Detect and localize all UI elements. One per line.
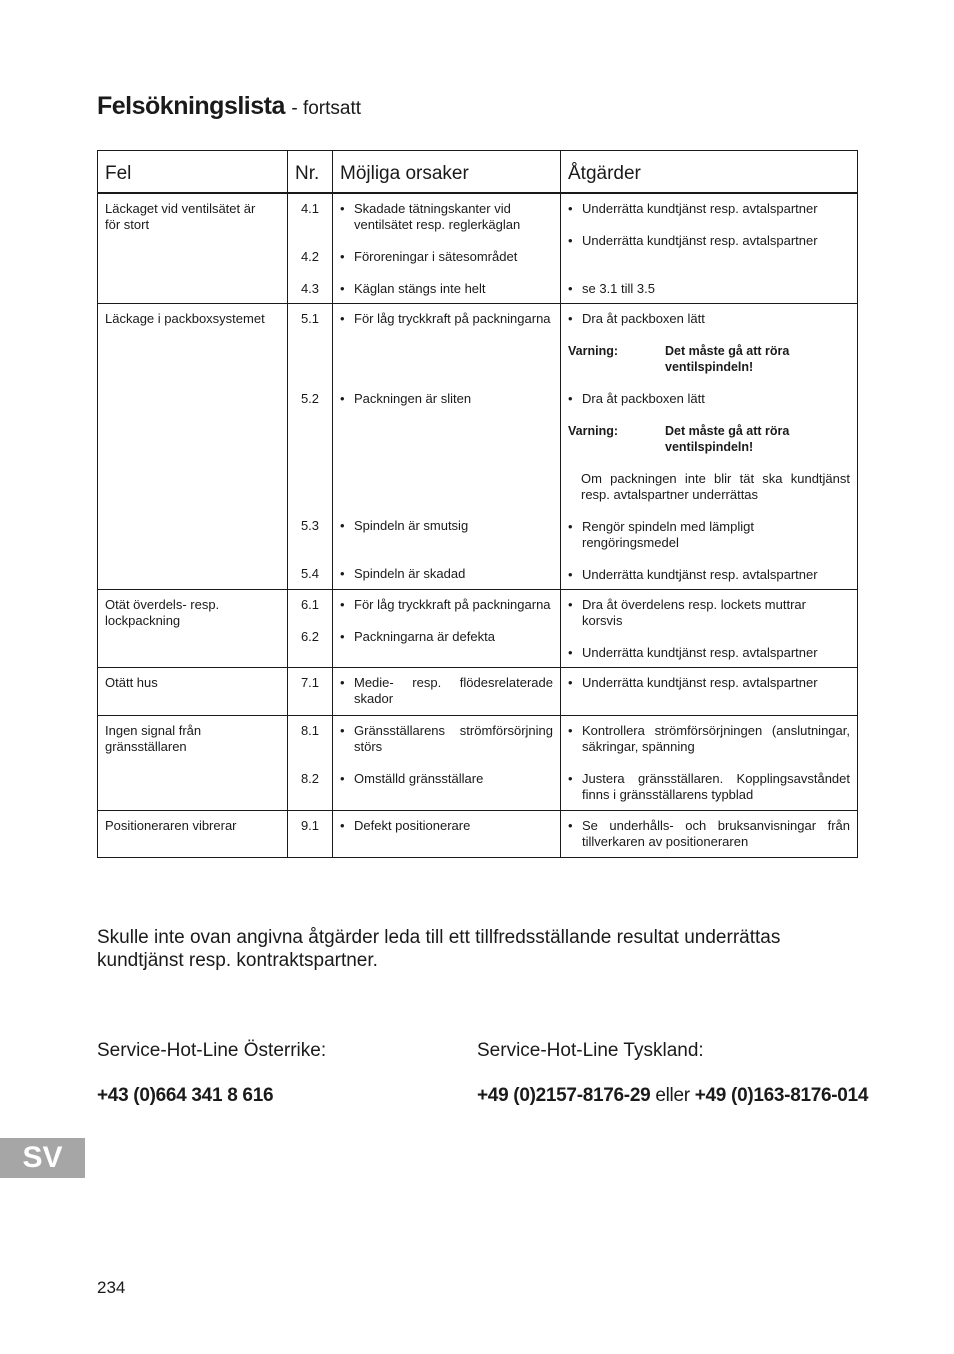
fel-text: Läckage i packboxsystemet [105,311,265,326]
orsaker-cell [333,590,561,668]
fel-text: Ingen signal från [105,723,202,738]
nr-value: 4.3 [300,281,320,296]
fel-text: gränsställaren [105,739,187,754]
service-or-text: eller [655,1085,690,1106]
fel-cell [98,811,288,858]
nr-value: 4.2 [300,249,320,264]
action-note: Om packningen inte blir tät ska kundtjänst resp. avtalspartner underrättas [581,471,850,502]
orsaker-cell [333,716,561,811]
atgarder-cell [561,304,858,590]
action-item: • Dra åt överdelens resp. lockets muttrar korsvis [568,597,850,629]
cause-item: • För låg tryckkraft på packningarna [340,597,553,613]
nr-cell [288,590,333,668]
title-sub: - fortsatt [291,98,362,119]
nr-value: 6.2 [300,629,320,644]
header-atgarder: Åtgärder [561,151,858,194]
fel-text: Otät överdels- resp. [105,597,220,612]
action-item: • Rengör spindeln med lämpligt rengöringsmedel [568,519,850,551]
header-nr: Nr. [288,151,333,194]
action-item: • se 3.1 till 3.5 [568,281,850,297]
fel-cell [98,193,288,304]
cause-item: • Käglan stängs inte helt [340,281,553,297]
fel-text: lockpackning [105,613,181,628]
action-item: • Dra åt packboxen lätt [568,391,850,407]
nr-cell [288,193,333,304]
title-main: Felsökningslista [97,92,285,120]
service-number-germany-2: +49 (0)163-8176-014 [694,1085,869,1106]
troubleshooting-table [97,150,858,858]
fel-cell [98,590,288,668]
atgarder-cell [561,668,858,716]
page-number: 234 [97,1278,126,1297]
nr-cell [288,811,333,858]
nr-value: 8.2 [300,771,320,786]
cause-item: • Gränsställarens strömförsörjning störs [340,723,553,755]
nr-cell [288,304,333,590]
table-row [98,668,858,716]
cause-item: • Spindeln är smutsig [340,518,553,534]
table-row [98,193,858,304]
atgarder-cell [561,716,858,811]
nr-value: 7.1 [300,675,320,690]
page-title [97,92,361,121]
atgarder-cell [561,193,858,304]
closing-note: Skulle inte ovan angivna åtgärder leda till ett tillfredsställande resultat underrättas kundtjänst resp. kontraktspartner. [97,927,781,971]
cause-item: • Packningen är sliten [340,391,553,407]
action-item: • Underrätta kundtjänst resp. avtalspartner [568,675,850,691]
cause-item: • Medie- resp. flödesrelaterade skador [340,675,553,707]
fel-text: Otätt hus [105,675,158,690]
service-label-austria: Service-Hot-Line Österrike: [97,1040,327,1061]
service-label-germany: Service-Hot-Line Tyskland: [477,1040,704,1061]
nr-value: 8.1 [300,723,320,738]
orsaker-cell [333,193,561,304]
warning-note [568,423,850,455]
fel-text: för stort [105,217,150,232]
cause-item: • Spindeln är skadad [340,566,553,582]
action-item: • Kontrollera strömförsörjningen (anslutningar, säkringar, spänning [568,723,850,755]
orsaker-cell [333,668,561,716]
warning-text: Det måste gå att röra ventilspindeln! [665,424,790,454]
service-number-germany-1: +49 (0)2157-8176-29 [477,1085,651,1106]
nr-value: 5.1 [300,311,320,326]
action-item: • Underrätta kundtjänst resp. avtalspartner [568,201,850,217]
action-item: • Dra åt packboxen lätt [568,311,850,327]
table-row [98,304,858,590]
orsaker-cell [333,304,561,590]
nr-value: 5.3 [300,518,320,533]
action-item: • Underrätta kundtjänst resp. avtalspartner [568,645,850,661]
nr-value: 6.1 [300,597,320,612]
nr-value: 5.2 [300,391,320,406]
action-item: • Underrätta kundtjänst resp. avtalspartner [568,233,850,249]
nr-value: 5.4 [300,566,320,581]
table-row [98,590,858,668]
action-item: • Se underhålls- och bruksanvisningar från tillverkaren av positioneraren [568,818,850,850]
action-item: • Justera gränsställaren. Kopplingsavståndet finns i gränsställarens typblad [568,771,850,803]
table-row [98,811,858,858]
cause-item: • Packningarna är defekta [340,629,553,645]
table-row [98,716,858,811]
warning-label: Varning: [568,344,619,358]
fel-text: Läckaget vid ventilsätet är [105,201,256,216]
service-numbers-germany [477,1085,868,1107]
fel-cell [98,668,288,716]
cause-item: • Omställd gränsställare [340,771,553,787]
atgarder-cell [561,590,858,668]
nr-cell [288,716,333,811]
warning-note [568,343,850,375]
warning-text: Det måste gå att röra ventilspindeln! [665,344,790,374]
service-number-austria: +43 (0)664 341 8 616 [97,1085,274,1106]
table-header-row [98,151,858,194]
atgarder-cell [561,811,858,858]
orsaker-cell [333,811,561,858]
action-item: • Underrätta kundtjänst resp. avtalspartner [568,567,850,583]
cause-item: • För låg tryckkraft på packningarna [340,311,553,327]
cause-item: • Skadade tätningskanter vid ventilsätet resp. reglerkäglan [340,201,553,233]
nr-cell [288,668,333,716]
warning-label: Varning: [568,424,619,438]
fel-cell [98,716,288,811]
nr-value: 9.1 [300,818,320,833]
cause-item: • Defekt positionerare [340,818,553,834]
fel-text: Positioneraren vibrerar [105,818,237,833]
fel-cell [98,304,288,590]
cause-item: • Föroreningar i sätesområdet [340,249,553,265]
nr-value: 4.1 [300,201,320,216]
header-orsaker: Möjliga orsaker [333,151,561,194]
language-tab: SV [0,1138,85,1178]
header-fel: Fel [98,151,288,194]
